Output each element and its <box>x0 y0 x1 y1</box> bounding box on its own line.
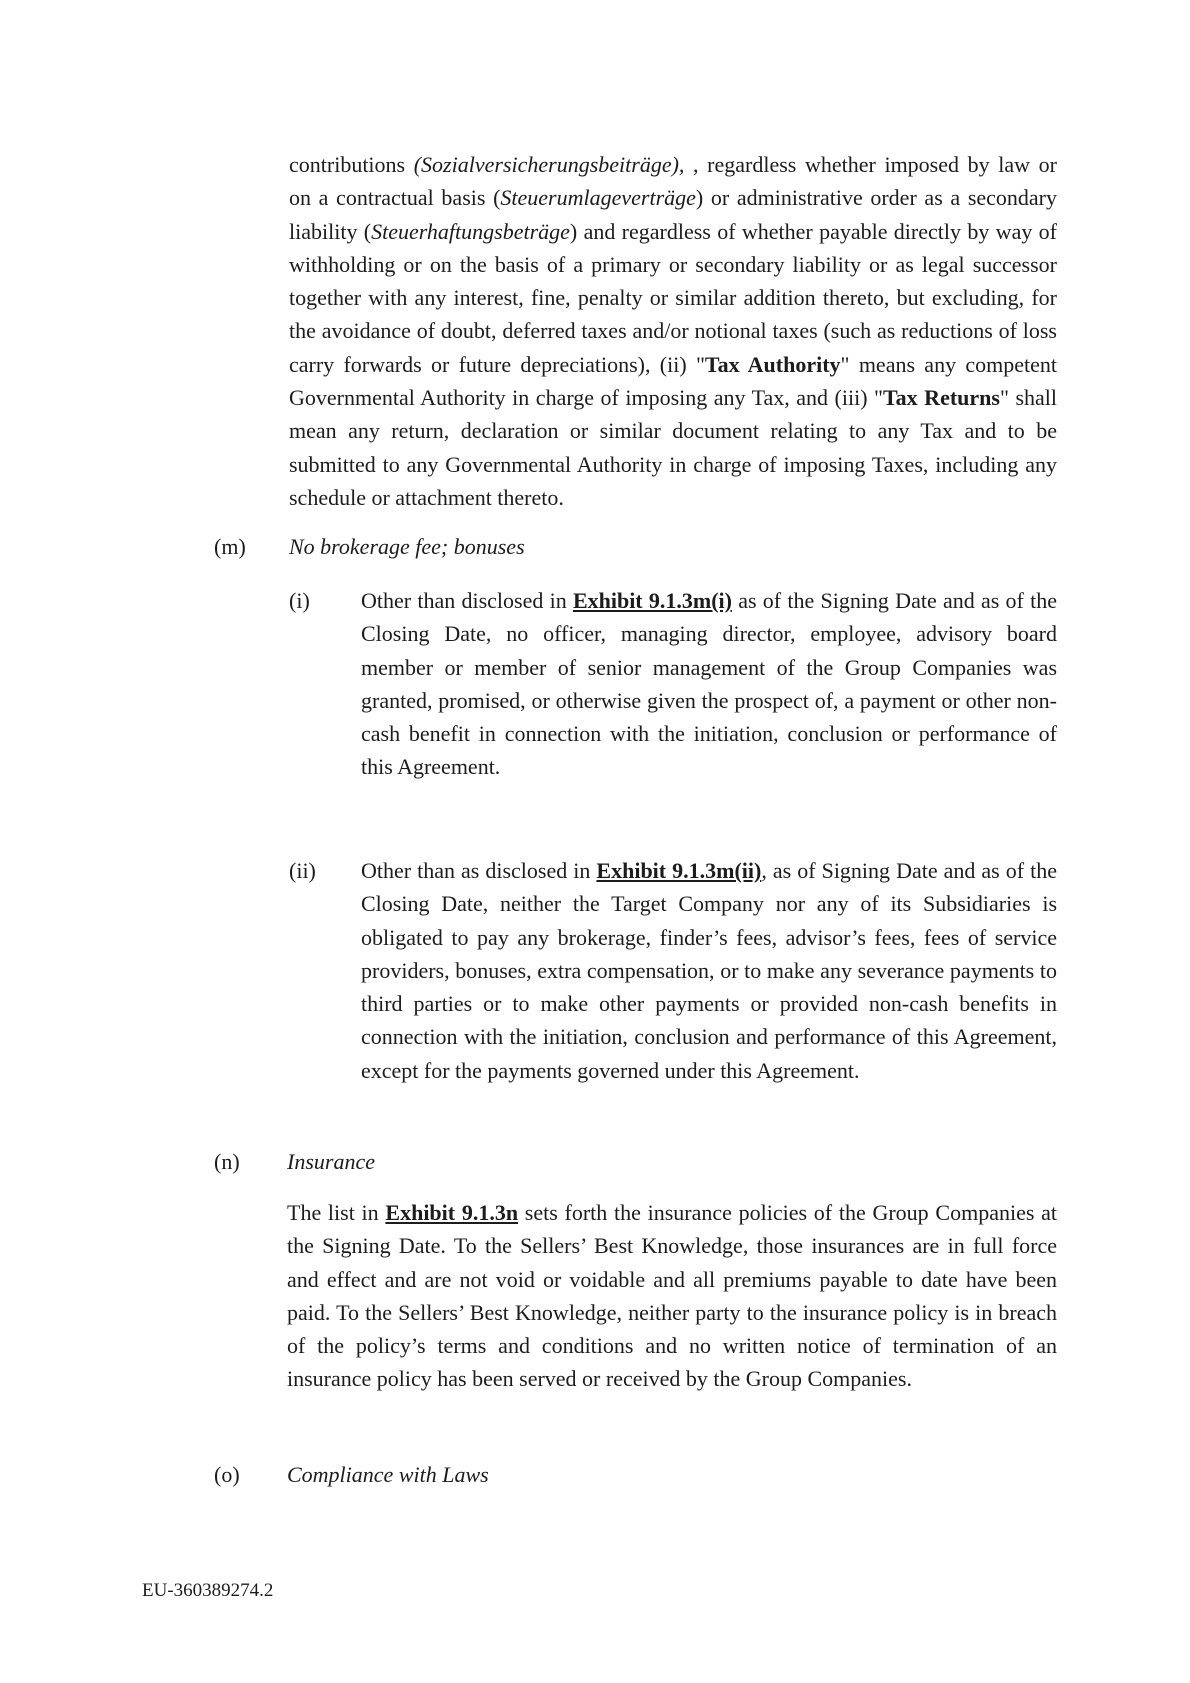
text-run: contributions <box>289 152 414 177</box>
insurance-paragraph <box>287 1196 1057 1396</box>
text-run: as of the Signing Date and as of the Closing Date, no officer, managing director, employee, advisory board member or member of senior management of the Group Companies was granted, promised, or otherwise given the prospect of, a payment or other non-cash benefit in connection with the initiation, conclusion or performance of this Agreement. <box>361 588 1057 780</box>
section-n-label: (n) <box>214 1149 240 1174</box>
text-run: sets forth the insurance policies of the Group Companies at the Signing Date. To the Sellers’ Best Knowledge, those insurances are in full force and effect and are not void or voidable and all premiums payable to date have been paid. To the Sellers’ Best Knowledge, neither party to the insurance policy is in breach of the policy’s terms and conditions and no written notice of termination of an insurance policy has been served or received by the Group Companies. <box>287 1200 1058 1392</box>
section-o-label: (o) <box>214 1462 240 1487</box>
section-m-label: (m) <box>214 534 246 559</box>
item-m-ii-label: (ii) <box>289 858 316 883</box>
text-run: " means any competent Governmental Authority in charge of imposing any Tax, and (iii) " <box>289 351 1057 411</box>
tax-definitions-paragraph <box>289 148 1057 514</box>
item-m-ii-paragraph <box>361 854 1057 1087</box>
text-run: , regardless whether imposed by law or on a contractual basis ( <box>289 152 1057 211</box>
exhibit-reference: Exhibit 9.1.3n <box>385 1200 519 1225</box>
section-n-heading: Insurance <box>287 1149 375 1174</box>
section-o-heading: Compliance with Laws <box>287 1462 489 1487</box>
text-run: ) and regardless of whether payable directly by way of withholding or on the basis of a primary or secondary liability or as legal successor together with any interest, fine, penalty or similar addition thereto, but excluding, for the avoidance of doubt, deferred taxes and/or notional taxes (such as reductions of loss carry forwards or future depreciations), (ii) " <box>289 218 1058 377</box>
text-run: , as of Signing Date and as of the Closing Date, neither the Target Company nor any of its Subsidiaries is obligated to pay any brokerage, finder’s fees, advisor’s fees, fees of service providers, bonuses, extra compensation, or to make any severance payments to third parties or to make other payments or provided non-cash benefits in connection with the initiation, conclusion and performance of this Agreement, except for the payments governed under this Agreement. <box>361 858 1058 1083</box>
text-run: Other than as disclosed in <box>361 858 597 883</box>
text-run: ) or administrative order as a secondary liability ( <box>289 185 1057 244</box>
italic-term: Steuerumlageverträge <box>500 185 696 211</box>
section-m-heading: No brokerage fee; bonuses <box>289 534 525 559</box>
exhibit-reference: Exhibit 9.1.3m(ii) <box>596 858 762 883</box>
text-run: " shall mean any return, declaration or similar document relating to any Tax and to be submitted to any Governmental Authority in charge of imposing Taxes, including any schedule or attachment thereto. <box>289 385 1058 510</box>
item-m-i-label: (i) <box>289 588 310 613</box>
exhibit-reference: Exhibit 9.1.3m(i) <box>572 588 732 613</box>
defined-term-tax-authority: Tax Authority <box>704 351 841 377</box>
text-run: The list in <box>287 1200 386 1225</box>
defined-term-tax-returns: Tax Returns <box>883 385 1000 411</box>
text-run: Other than disclosed in <box>361 588 573 613</box>
italic-term: Steuerhaftungsbeträge <box>371 218 570 244</box>
document-id-footer: EU-360389274.2 <box>142 1580 274 1601</box>
item-m-i-paragraph <box>361 584 1057 784</box>
italic-term: (Sozialversicherungsbeiträge), <box>413 152 685 177</box>
